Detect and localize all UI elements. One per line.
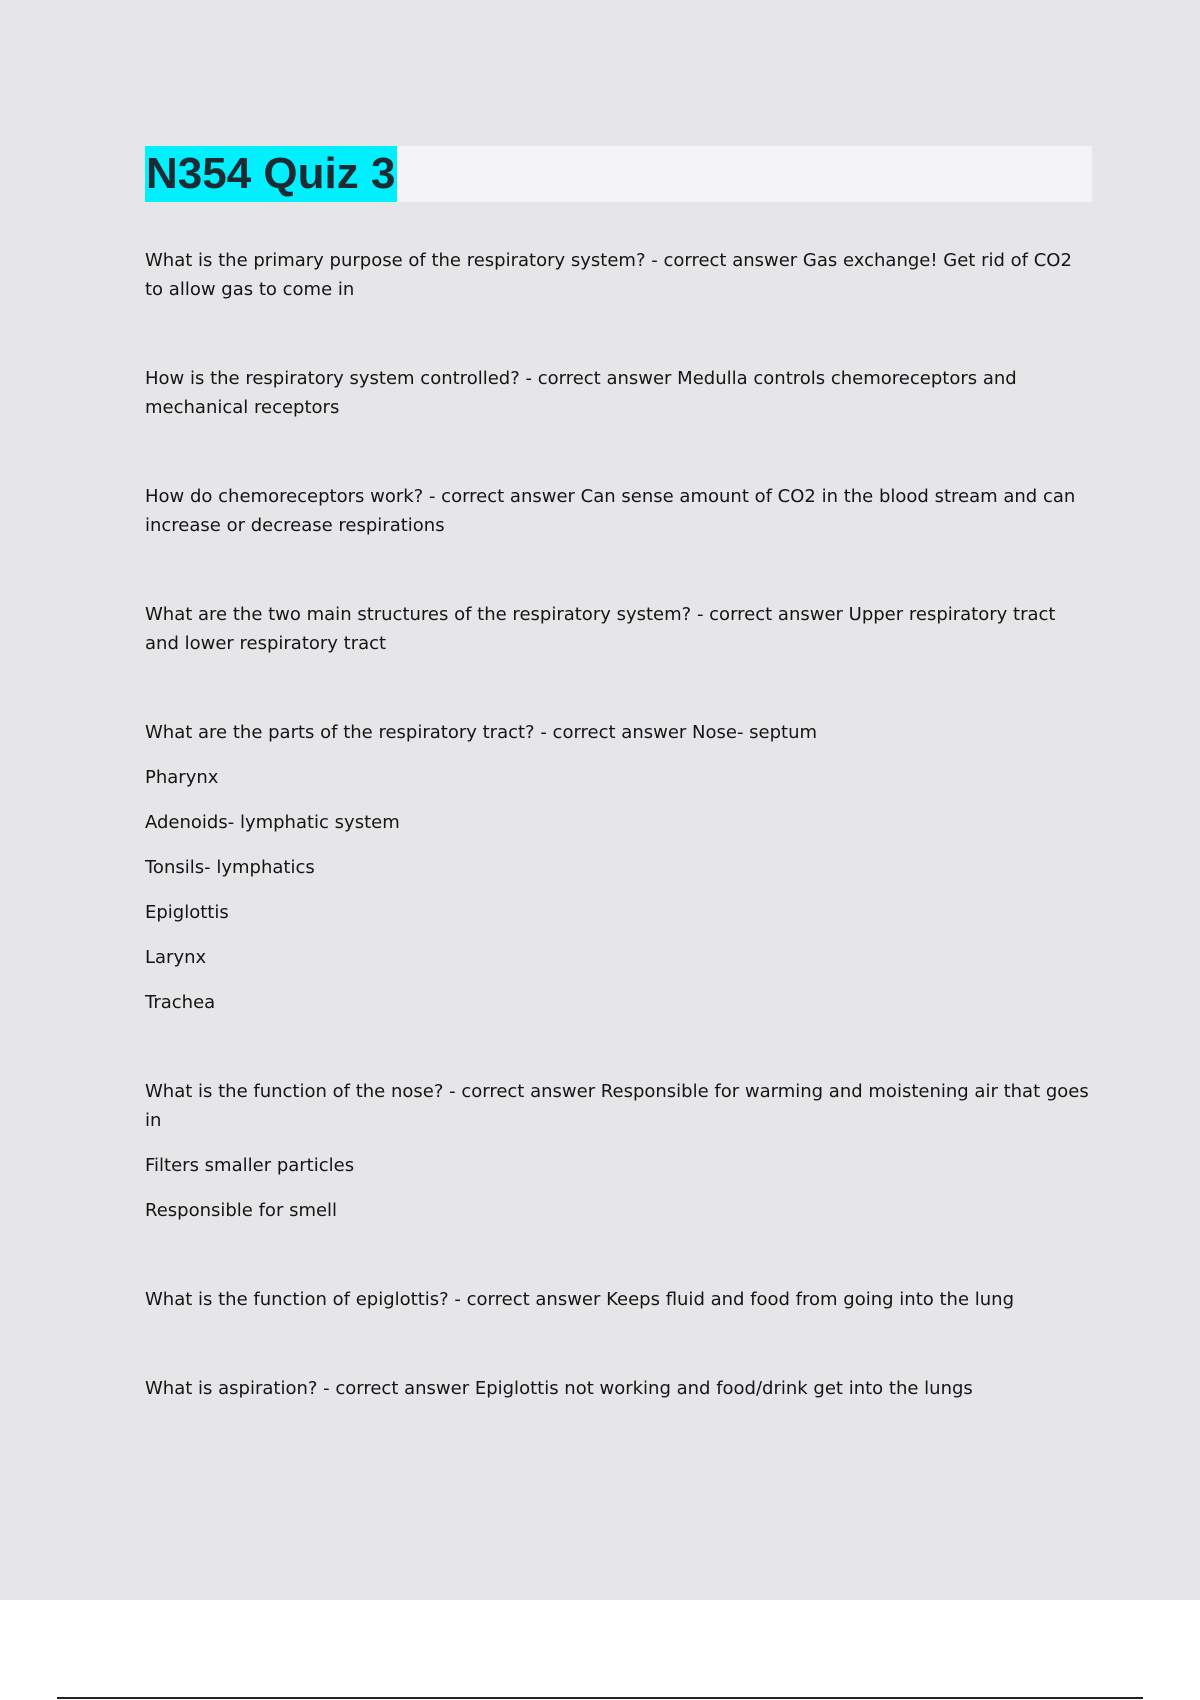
qa-list [145,246,1095,1463]
qa-item [145,718,1095,1017]
qa-item [145,482,1095,540]
qa-extra-line: Trachea [145,992,216,1013]
qa-item [145,1285,1095,1314]
qa-item [145,600,1095,658]
qa-text: What is the function of the nose? - correct answer Responsible for warming and moistening air that goes in [145,1081,1089,1131]
qa-text: What are the parts of the respiratory tract? - correct answer Nose- septum [145,722,818,743]
qa-extra-line: Epiglottis [145,902,229,923]
qa-item [145,1077,1095,1225]
qa-extra-line: Larynx [145,947,207,968]
qa-item [145,364,1095,422]
qa-text: How do chemoreceptors work? - correct answer Can sense amount of CO2 in the blood stream and can increase or decrease respirations [145,486,1076,536]
qa-text: What is the function of epiglottis? - correct answer Keeps fluid and food from going into the lung [145,1289,1014,1310]
qa-extra-line: Responsible for smell [145,1200,338,1221]
qa-text: What is the primary purpose of the respiratory system? - correct answer Gas exchange! Get rid of CO2 to allow gas to come in [145,250,1072,300]
qa-extra-line: Filters smaller particles [145,1155,355,1176]
qa-text: What are the two main structures of the respiratory system? - correct answer Upper respiratory tract and lower respiratory tract [145,604,1056,654]
qa-extra-line: Tonsils- lymphatics [145,857,315,878]
title-bar [145,146,1092,202]
qa-extra-line: Pharynx [145,767,219,788]
qa-text: What is aspiration? - correct answer Epiglottis not working and food/drink get into the lungs [145,1378,973,1399]
qa-item [145,1374,1095,1403]
qa-extra-line: Adenoids- lymphatic system [145,812,400,833]
footer-divider [57,1697,1143,1699]
page-title: N354 Quiz 3 [145,146,397,202]
qa-item [145,246,1095,304]
qa-text: How is the respiratory system controlled? - correct answer Medulla controls chemoreceptors and mechanical receptors [145,368,1017,418]
